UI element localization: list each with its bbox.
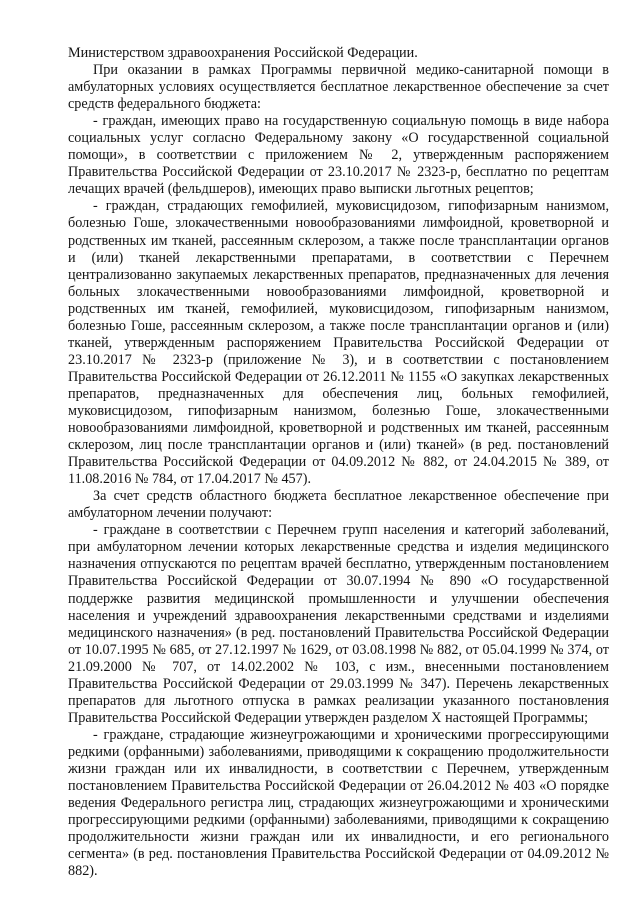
- paragraph-social-assistance: - граждан, имеющих право на государственную социальную помощь в виде набора социальных услуг согласно Федеральному закону «О государственной социальной помощи», в соответствии с приложением № 2, утвержденным распоряжением Правительства Российской Федерации от 23.10.2017 № 2323-р, бесплатно по рецептам лечащих врачей (фельдшеров), имеющих право выписки льготных рецептов;: [68, 113, 609, 198]
- paragraph-federal-budget-intro: При оказании в рамках Программы первичной медико-санитарной помощи в амбулаторных условиях осуществляется бесплатное лекарственное обеспечение за счет средств федерального бюджета:: [68, 62, 609, 113]
- paragraph-regional-budget-intro: За счет средств областного бюджета бесплатное лекарственное обеспечение при амбулаторном лечении получают:: [68, 488, 609, 522]
- paragraph-ministry-continuation: Министерством здравоохранения Российской Федерации.: [68, 45, 418, 61]
- paragraph-population-groups: - граждане в соответствии с Перечнем групп населения и категорий заболеваний, при амбулаторном лечении которых лекарственные средства и изделия медицинского назначения отпускаются по рецептам врачей бесплатно, утвержденным постановлением Правительства Российской Федерации от 30.07.1994 № 890 «О государственной поддержке развития медицинской промышленности и улучшении обеспечения населения и учреждений здравоохранения лекарственными средствами и изделиями медицинского назначения» (в ред. постановлений Правительства Российской Федерации от 10.07.1995 № 685, от 27.12.1997 № 1629, от 03.08.1998 № 882, от 05.04.1999 № 374, от 21.09.2000 № 707, от 14.02.2002 № 103, с изм., внесенными постановлением Правительства Российской Федерации от 29.03.1999 № 347). Перечень лекарственных препаратов для льготного отпуска в рамках реализации указанного постановления Правительства Российской Федерации утвержден разделом X настоящей Программы;: [68, 522, 609, 726]
- document-page: [68, 45, 609, 880]
- paragraph-hemophilia-and-rare-diseases: - граждан, страдающих гемофилией, муковисцидозом, гипофизарным нанизмом, болезнью Гоше, злокачественными новообразованиями лимфоидной, кроветворной и родственных им тканей, рассеянным склерозом, а также после трансплантации органов и (или) тканей лекарственными препаратами, в соответствии с Перечнем централизованно закупаемых лекарственных препаратов, предназначенных для лечения больных злокачественными новообразованиями лимфоидной, кроветворной и родственных им тканей, гемофилией, муковисцидозом, гипофизарным нанизмом, болезнью Гоше, рассеянным склерозом, а также после трансплантации органов и (или) тканей, утвержденным распоряжением Правительства Российской Федерации от 23.10.2017 № 2323-р (приложение № 3), и в соответствии с постановлением Правительства Российской Федерации от 26.12.2011 № 1155 «О закупках лекарственных препаратов, предназначенных для обеспечения лиц, больных гемофилией, муковисцидозом, гипофизарным нанизмом, болезнью Гоше, злокачественными новообразованиями лимфоидной, кроветворной и родственных им тканей, рассеянным склерозом, лиц после трансплантации органов и (или) тканей» (в ред. постановлений Правительства Российской Федерации от 04.09.2012 № 882, от 24.04.2015 № 389, от 11.08.2016 № 784, от 17.04.2017 № 457).: [68, 198, 609, 488]
- paragraph-orphan-diseases: - граждане, страдающие жизнеугрожающими и хроническими прогрессирующими редкими (орфанными) заболеваниями, приводящими к сокращению продолжительности жизни граждан или их инвалидности, в соответствии с Перечнем, утвержденным постановлением Правительства Российской Федерации от 26.04.2012 № 403 «О порядке ведения Федерального регистра лиц, страдающих жизнеугрожающими и хроническими прогрессирующими редкими (орфанными) заболеваниями, приводящими к сокращению продолжительности жизни граждан или их инвалидности, и его регионального сегмента» (в ред. постановления Правительства Российской Федерации от 04.09.2012 № 882).: [68, 726, 609, 880]
